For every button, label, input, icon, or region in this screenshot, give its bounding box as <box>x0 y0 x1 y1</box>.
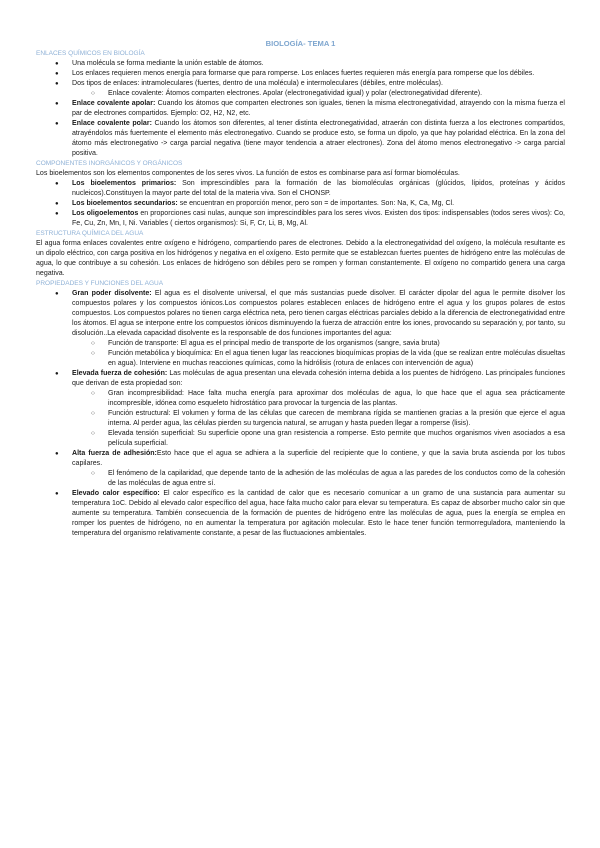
bullet-list <box>36 179 565 229</box>
list-item: ● Los bioelementos primarios: Son imprescindibles para la formación de las biomoléculas orgánicas (glúcidos, lípidos, proteínas y ácidos nucleicos).Constituyen la mayor parte del total de la materia viva. Son el CHONSP. <box>36 179 565 199</box>
sub-list-item: ○ Gran incompresibilidad: Hace falta mucha energía para aproximar dos moléculas de agua, lo que hace que el agua sea prácticamente incompresible, idónea como esqueleto hidrostático para provocar la turgencia de las plantas. <box>72 389 565 409</box>
list-item: ● Elevado calor específico: El calor específico es la cantidad de calor que es necesario comunicar a un gramo de una sustancia para aumentar su temperatura 1oC. Debido al elevado calor específico del agua, hace falta mucho calor para elevar su temperatura. Es capaz de absorber mucho calor sin que aumente su temperatura. También consecuencia de la formación de puentes de hidrógeno entre las moléculas de agua, pues la energía se emplea en romper los puentes de hidrógeno, no en aumentar la temperatura por agitación molecular. Esto le hace tener función termorreguladora, manteniendo la temperatura del organismo relativamente constante, a pesar de las fluctuaciones ambientales. <box>36 489 565 539</box>
paragraph: Los bioelementos son los elementos componentes de los seres vivos. La función de estos es combinarse para así formar biomoléculas. <box>36 170 460 177</box>
list-item: ● Gran poder disolvente: El agua es el disolvente universal, el que más sustancias puede disolver. El carácter dipolar del agua le permite disolver los compuestos polares y los compuestos iónicos.Los compuestos polares establecen enlaces de hidrógeno entre el agua y los grupos polares de estos compuestos. Los compuestos polares no tienen carga eléctrica neta, pero tienen cargas eléctricas parciales debido a la diferencia de electronegatividad entre los átomos. El agua se interpone entre los compuestos iónicos disminuyendo la fuerza de atracción entre los iones, provocando su separación y, por tanto, su disolución..La elevada capacidad disolvente es la responsable de dos funciones importantes del agua: ○ Función de transporte: El agua es el principal medio de transporte de los organismos (sangre, savia bruta) ○ Función metabólica y bioquímica: En el agua tienen lugar las reacciones bioquímicas propias de la vida (que se realizan entre moléculas disueltas en agua). Interviene en muchas reacciones químicas, como la hidrólisis (rotura de enlaces con intervención de agua) <box>36 289 565 369</box>
sub-list <box>72 469 565 489</box>
document-title: BIOLOGÍA- TEMA 1 <box>265 39 336 48</box>
bullet-list <box>36 289 565 539</box>
section-componentes <box>36 159 565 229</box>
sub-list-item: ○ Función metabólica y bioquímica: En el agua tienen lugar las reacciones bioquímicas propias de la vida (que se realizan entre moléculas disueltas en agua). Interviene en muchas reacciones químicas, como la hidrólisis (rotura de enlaces con intervención de agua) <box>72 349 565 369</box>
list-item: ● Una molécula se forma mediante la unión estable de átomos. <box>36 59 565 69</box>
list-item: ● Enlace covalente apolar: Cuando los átomos que comparten electrones son iguales, tienen la misma electronegatividad, atrayendo con la misma fuerza el par de electrones compartidos. Ejemplo: O2, H2, N2, etc. <box>36 99 565 119</box>
list-item: ● Elevada fuerza de cohesión: Las moléculas de agua presentan una elevada cohesión interna debida a los puentes de hidrógeno. Las principales funciones que derivan de esta propiedad son: ○ Gran incompresibilidad: Hace falta mucha energía para aproximar dos moléculas de agua, lo que hace que el agua sea prácticamente incompresible, idónea como esqueleto hidrostático para provocar la turgencia de las plantas. ○ Función estructural: El volumen y forma de las células que carecen de membrana rígida se mantienen gracias a la presión que ejerce el agua interna. Al perder agua, las células pierden su turgencia natural, se arrugan y hasta pueden llegar a romperse (lisis). ○ Elevada tensión superficial: Su superficie opone una gran resistencia a romperse. Esto permite que muchos organismos viven asociados a esa película superficial. <box>36 369 565 449</box>
list-item: ● Alta fuerza de adhesión:Esto hace que el agua se adhiera a la superficie del recipiente que lo contiene, y que la savia bruta ascienda por los tubos capilares. ○ El fenómeno de la capilaridad, que depende tanto de la adhesión de las moléculas de agua a las paredes de los conductos como de la cohesión de las moléculas de agua entre sí. <box>36 449 565 489</box>
paragraph: El agua forma enlaces covalentes entre oxígeno e hidrógeno, compartiendo pares de electrones. Debido a la electronegatividad del oxígeno, la molécula resultante es un dipolo eléctrico, con carga positiva en los hidrógenos y negativa en el oxígeno. Esto permite que se establezcan fuertes puentes de hidrógeno entre las moléculas de agua, lo que contribuye a su cohesión. Los enlaces de hidrógeno son débiles pero se rompen y forman constantemente. El oxígeno no compartido genera una carga negativa. <box>36 240 565 277</box>
sub-list-item: ○ Enlace covalente: Átomos comparten electrones. Apolar (electronegatividad igual) y polar (electronegatividad diferente). <box>72 89 565 99</box>
section-heading: COMPONENTES INORGÁNICOS Y ORGÁNICOS <box>36 160 183 167</box>
section-heading: PROPIEDADES Y FUNCIONES DEL AGUA <box>36 280 164 287</box>
list-item: ● Los enlaces requieren menos energía para formarse que para romperse. Los enlaces fuertes requieren más energía para romperse que los débiles. <box>36 69 565 79</box>
sub-list-item: ○ El fenómeno de la capilaridad, que depende tanto de la adhesión de las moléculas de agua a las paredes de los conductos como de la cohesión de las moléculas de agua entre sí. <box>72 469 565 489</box>
bullet-list <box>36 59 565 159</box>
sub-list <box>72 389 565 449</box>
sub-list <box>72 339 565 369</box>
section-heading: ENLACES QUÍMICOS EN BIOLOGÍA <box>36 50 145 57</box>
sub-list-item: ○ Función estructural: El volumen y forma de las células que carecen de membrana rígida se mantienen gracias a la presión que ejerce el agua interna. Al perder agua, las células pierden su turgencia natural, se arrugan y hasta pueden llegar a romperse (lisis). <box>72 409 565 429</box>
list-item: ● Los oligoelementos en proporciones casi nulas, aunque son imprescindibles para los seres vivos. Existen dos tipos: indispensables (todos seres vivos): Co, Fe, Cu, Zn, Mn, I, Ni. Variables ( ciertos organismos): Si, F, Cr, Li, B, Mg, Al. <box>36 209 565 229</box>
section-enlaces-quimicos <box>36 49 565 159</box>
section-heading: ESTRUCTURA QUÍMICA DEL AGUA <box>36 230 144 237</box>
sub-list-item: ○ Función de transporte: El agua es el principal medio de transporte de los organismos (sangre, savia bruta) <box>72 339 565 349</box>
list-item: ● Los bioelementos secundarios: se encuentran en proporción menor, pero son = de importantes. Son: Na, K, Ca, Mg, Cl. <box>36 199 565 209</box>
section-propiedades-agua <box>36 279 565 539</box>
sub-list <box>72 89 565 99</box>
list-item: ● Dos tipos de enlaces: intramoleculares (fuertes, dentro de una molécula) e intermoleculares (débiles, entre moléculas). ○ Enlace covalente: Átomos comparten electrones. Apolar (electronegatividad igual) y polar (electronegatividad diferente). <box>36 79 565 99</box>
sub-list-item: ○ Elevada tensión superficial: Su superficie opone una gran resistencia a romperse. Esto permite que muchos organismos viven asociados a esa película superficial. <box>72 429 565 449</box>
section-estructura-agua <box>36 229 565 279</box>
list-item: ● Enlace covalente polar: Cuando los átomos son diferentes, al tener distinta electronegatividad, atraerán con distinta fuerza a los electrones compartidos, atrayéndolos más fuertemente el elemento más electronegativo. Cuando se produce esto, se forma un dipolo, ya que hay polaridad eléctrica. En la zona del átomo más electronegativo -> carga parcial negativa (tiene mayor tendencia a atraer electrones). Zona del átomo menos electronegativo -> carga parcial positiva. <box>36 119 565 159</box>
